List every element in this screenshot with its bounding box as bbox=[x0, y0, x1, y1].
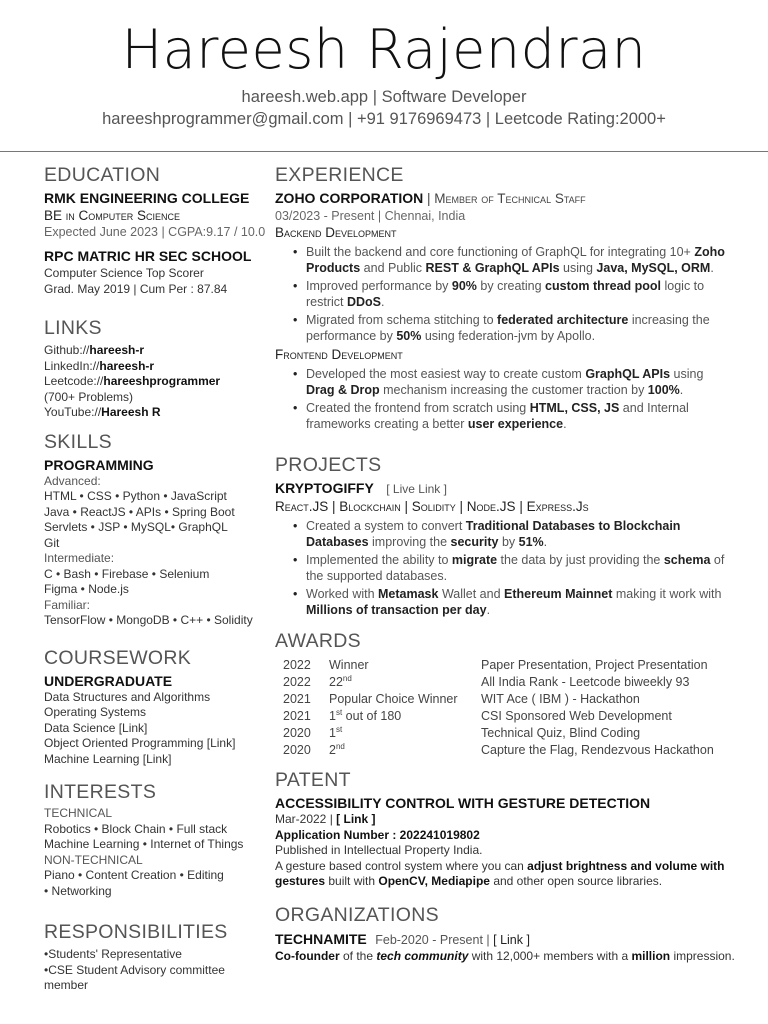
links-section bbox=[44, 315, 269, 421]
interests-nontech-list bbox=[44, 868, 269, 899]
interest-line: • Networking bbox=[44, 883, 112, 898]
experience-section bbox=[275, 162, 735, 432]
responsibility-item: •Students' Representative bbox=[44, 947, 182, 961]
college-name: RMK ENGINEERING COLLEGE bbox=[44, 190, 250, 206]
interest-line: Machine Learning • Internet of Things bbox=[44, 837, 244, 851]
skills-section bbox=[44, 429, 269, 629]
project-title-line bbox=[275, 479, 735, 498]
skills-line: TensorFlow • MongoDB • C++ • Solidity bbox=[44, 613, 253, 627]
text-run: Implemented the ability to bbox=[306, 553, 452, 567]
skills-advanced-label: Advanced: bbox=[44, 473, 101, 488]
skills-heading: SKILLS bbox=[44, 430, 112, 453]
backend-bullets bbox=[293, 244, 735, 344]
text-run: using bbox=[559, 261, 597, 275]
patent-description bbox=[275, 859, 735, 890]
text-run: Built the backend and core functioning of GraphQL for integrating 10+ bbox=[306, 245, 695, 259]
patent-app-label: Application Number : bbox=[275, 827, 400, 842]
award-title: 2nd bbox=[329, 741, 345, 757]
bullet-item bbox=[293, 278, 735, 310]
org-description bbox=[275, 949, 735, 965]
bullet-item bbox=[293, 400, 735, 432]
github-link[interactable] bbox=[44, 343, 269, 359]
leetcode-value: hareeshprogrammer bbox=[103, 374, 221, 388]
emphasis-text: federated architecture bbox=[497, 313, 629, 327]
text-run: increasing the performance by bbox=[306, 313, 710, 343]
youtube-link[interactable] bbox=[44, 405, 269, 421]
award-description: Capture the Flag, Rendezvous Hackathon bbox=[481, 743, 714, 757]
coursework-heading: COURSEWORK bbox=[44, 646, 192, 669]
frontend-bullets bbox=[293, 366, 735, 432]
skills-line: Java • ReactJS • APIs • Spring Boot bbox=[44, 504, 235, 519]
text-run: logic to restrict bbox=[306, 279, 705, 309]
emphasis-text: Co-founder bbox=[275, 948, 340, 963]
interest-line: Robotics • Block Chain • Full stack bbox=[44, 821, 228, 836]
award-row bbox=[283, 691, 714, 708]
bullet-item bbox=[293, 312, 735, 344]
school-detail-2: Grad. May 2019 | Cum Per : 87.84 bbox=[44, 281, 228, 296]
github-label: Github:// bbox=[44, 343, 90, 357]
emphasis-text: DDoS bbox=[346, 295, 382, 309]
text-run: improving the bbox=[368, 535, 451, 549]
org-name: TECHNAMITE bbox=[275, 930, 367, 947]
linkedin-value: hareesh-r bbox=[99, 358, 155, 373]
emphasis-text: 50% bbox=[396, 329, 422, 343]
project-live-link[interactable]: [ Live Link ] bbox=[386, 482, 447, 496]
resume-header bbox=[0, 14, 768, 130]
organizations-heading: ORGANIZATIONS bbox=[275, 903, 439, 926]
education-heading: EDUCATION bbox=[44, 164, 161, 186]
text-run: the data by just providing the bbox=[497, 553, 664, 567]
patent-link[interactable]: [ Link ] bbox=[336, 812, 376, 826]
interests-technical-label: TECHNICAL bbox=[44, 806, 113, 820]
text-run: . bbox=[381, 295, 385, 309]
skills-programming-heading: PROGRAMMING bbox=[44, 456, 154, 473]
text-run: Wallet and bbox=[438, 587, 505, 601]
coursework-section bbox=[44, 645, 269, 768]
text-run: impression. bbox=[670, 948, 735, 963]
frontend-label: Frontend Development bbox=[275, 347, 403, 362]
responsibility-item: •CSE Student Advisory committee bbox=[44, 962, 225, 977]
leetcode-link[interactable] bbox=[44, 374, 269, 390]
interests-heading: INTERESTS bbox=[44, 781, 157, 803]
emphasis-text: HTML, CSS, JS bbox=[529, 401, 620, 415]
emphasis-text: Drag & Drop bbox=[306, 383, 380, 397]
award-year: 2022 bbox=[283, 658, 311, 672]
bullet-item bbox=[293, 586, 735, 618]
bullet-item bbox=[293, 518, 735, 550]
text-run: and Public bbox=[360, 261, 426, 275]
award-year: 2021 bbox=[283, 709, 311, 723]
award-description: Technical Quiz, Blind Coding bbox=[481, 726, 641, 740]
leetcode-label: Leetcode:// bbox=[44, 374, 104, 388]
school-detail-1: Computer Science Top Scorer bbox=[44, 266, 204, 280]
skills-familiar-label: Familiar: bbox=[44, 597, 91, 612]
skills-line: Git bbox=[44, 535, 60, 550]
course-item: Data Science [Link] bbox=[44, 720, 148, 735]
award-year: 2020 bbox=[283, 743, 311, 757]
award-row bbox=[283, 674, 714, 691]
emphasis-text: 51% bbox=[518, 535, 544, 549]
project-stack: React.JS | Blockchain | Solidity | Node.JS | Express.Js bbox=[275, 499, 589, 514]
bullet-item bbox=[293, 366, 735, 398]
emphasis-text: user experience bbox=[467, 417, 564, 431]
text-run: and Internal frameworks creating a better bbox=[306, 401, 689, 431]
emphasis-text: REST & GraphQL APIs bbox=[425, 261, 560, 275]
coursework-list bbox=[44, 690, 269, 768]
text-run: by bbox=[498, 535, 519, 549]
text-run: Worked with bbox=[306, 587, 379, 601]
header-divider bbox=[0, 151, 768, 152]
emphasis-text: Ethereum Mainnet bbox=[504, 587, 613, 601]
award-row bbox=[283, 725, 714, 742]
patent-published: Published in Intellectual Property India. bbox=[275, 843, 483, 857]
interests-nontech-label: NON-TECHNICAL bbox=[44, 852, 143, 867]
organizations-section bbox=[275, 902, 735, 965]
text-run: with 12,000+ members with a bbox=[468, 948, 632, 963]
course-item: Object Oriented Programming [Link] bbox=[44, 736, 236, 750]
linkedin-label: LinkedIn:// bbox=[44, 358, 100, 373]
skills-advanced-list bbox=[44, 489, 269, 551]
emphasis-text: tech community bbox=[376, 948, 469, 963]
experience-heading: EXPERIENCE bbox=[275, 164, 404, 186]
award-title: Popular Choice Winner bbox=[329, 692, 458, 706]
text-run: by creating bbox=[476, 279, 546, 293]
patent-date: Mar-2022 | bbox=[275, 812, 337, 826]
project-name: KRYPTOGIFFY bbox=[275, 480, 374, 496]
emphasis-text: Java, MySQL, ORM bbox=[596, 261, 711, 275]
skills-intermediate-label: Intermediate: bbox=[44, 551, 115, 565]
emphasis-text: custom thread pool bbox=[545, 279, 662, 293]
patent-app-line bbox=[275, 828, 735, 844]
awards-heading: AWARDS bbox=[275, 630, 361, 652]
emphasis-text: security bbox=[450, 535, 499, 549]
coursework-undergrad-heading: UNDERGRADUATE bbox=[44, 672, 173, 689]
school-name: RPC MATRIC HR SEC SCHOOL bbox=[44, 248, 252, 264]
skills-intermediate-list bbox=[44, 567, 269, 598]
course-item: Data Structures and Algorithms bbox=[44, 689, 211, 704]
text-run: Created a system to convert bbox=[306, 519, 466, 533]
emphasis-text: Metamask bbox=[378, 587, 439, 601]
award-description: Paper Presentation, Project Presentation bbox=[481, 658, 708, 672]
degree: BE in Computer Science bbox=[44, 208, 181, 223]
course-item: Machine Learning [Link] bbox=[44, 751, 172, 766]
course-item: Operating Systems bbox=[44, 705, 147, 719]
text-run: Migrated from schema stitching to bbox=[306, 313, 498, 327]
education-section bbox=[44, 162, 269, 297]
right-column bbox=[275, 162, 735, 964]
ordinal-suffix: nd bbox=[342, 673, 352, 683]
text-run: . bbox=[486, 603, 491, 617]
text-run: of the supported databases. bbox=[306, 553, 725, 583]
interests-technical-list bbox=[44, 822, 269, 853]
skills-line: Servlets • JSP • MySQL• GraphQL bbox=[44, 520, 228, 534]
patent-title: ACCESSIBILITY CONTROL WITH GESTURE DETECTION bbox=[275, 795, 651, 811]
bullet-item bbox=[293, 244, 735, 276]
responsibilities-heading: RESPONSIBILITIES bbox=[44, 921, 228, 943]
left-column bbox=[44, 162, 269, 994]
text-run: and other open source libraries. bbox=[489, 874, 663, 888]
text-run: Improved performance by bbox=[306, 279, 452, 293]
emphasis-text: 90% bbox=[451, 279, 477, 293]
skills-line: Figma • Node.js bbox=[44, 582, 129, 596]
emphasis-text: schema bbox=[663, 553, 711, 567]
text-run: A gesture based control system where you can bbox=[275, 858, 528, 873]
job-role: | Member of Technical Staff bbox=[423, 191, 586, 206]
award-row bbox=[283, 657, 714, 674]
company-name: ZOHO CORPORATION bbox=[275, 190, 424, 206]
ordinal-suffix: nd bbox=[335, 741, 345, 751]
patent-date-line bbox=[275, 812, 735, 828]
text-run: using bbox=[670, 367, 704, 381]
award-row bbox=[283, 708, 714, 725]
award-title: Winner bbox=[329, 658, 369, 672]
emphasis-text: GraphQL APIs bbox=[585, 367, 671, 381]
patent-heading: PATENT bbox=[275, 769, 351, 791]
text-run: . bbox=[543, 535, 548, 549]
responsibilities-section bbox=[44, 919, 269, 994]
text-run: built with bbox=[325, 874, 379, 888]
text-run: using federation-jvm by Apollo. bbox=[421, 329, 596, 343]
contact-line-website: hareesh.web.app | Software Developer bbox=[241, 88, 527, 106]
links-heading: LINKS bbox=[44, 317, 102, 339]
award-description: CSI Sponsored Web Development bbox=[481, 709, 672, 723]
interest-line: Piano • Content Creation • Editing bbox=[44, 868, 224, 882]
github-value: hareesh-r bbox=[89, 343, 145, 357]
skills-familiar-list bbox=[44, 613, 269, 629]
awards-table bbox=[283, 657, 714, 759]
text-run: . bbox=[563, 417, 567, 431]
ordinal-suffix: st bbox=[335, 724, 343, 734]
projects-heading: PROJECTS bbox=[275, 454, 382, 476]
ordinal-suffix: st bbox=[335, 707, 343, 717]
emphasis-text: migrate bbox=[451, 553, 498, 567]
emphasis-text: adjust brightness and volume with gestures bbox=[275, 858, 725, 888]
award-year: 2020 bbox=[283, 726, 311, 740]
org-dates: Feb-2020 - Present | bbox=[375, 932, 494, 947]
linkedin-link[interactable] bbox=[44, 359, 269, 375]
backend-label: Backend Development bbox=[275, 225, 397, 240]
emphasis-text: 100% bbox=[647, 383, 680, 397]
candidate-name: Hareesh Rajendran bbox=[121, 18, 647, 81]
text-run: making it work with bbox=[612, 587, 722, 601]
youtube-value: Hareesh R bbox=[101, 405, 161, 419]
text-run: of the bbox=[339, 948, 377, 963]
contact-line-email-phone: hareeshprogrammer@gmail.com | +91 9176969473 | Leetcode Rating:2000+ bbox=[102, 110, 666, 128]
award-title: 22nd bbox=[329, 673, 352, 689]
leetcode-note: (700+ Problems) bbox=[44, 389, 134, 404]
text-run: mechanism increasing the customer traction by bbox=[379, 383, 648, 397]
job-dates: 03/2023 - Present | Chennai, India bbox=[275, 209, 466, 223]
emphasis-text: million bbox=[631, 948, 671, 963]
patent-section bbox=[275, 767, 735, 890]
responsibility-item-cont: member bbox=[44, 978, 89, 992]
interests-section bbox=[44, 779, 269, 899]
emphasis-text: Zoho Products bbox=[306, 245, 725, 275]
bullet-item bbox=[293, 552, 735, 584]
award-description: All India Rank - Leetcode biweekly 93 bbox=[481, 675, 690, 689]
text-run: . bbox=[679, 383, 684, 397]
patent-app-number: 202241019802 bbox=[399, 827, 480, 842]
award-row bbox=[283, 742, 714, 759]
award-title: 1st out of 180 bbox=[329, 707, 402, 723]
college-detail: Expected June 2023 | CGPA:9.17 / 10.0 bbox=[44, 225, 266, 239]
award-year: 2022 bbox=[283, 675, 311, 689]
emphasis-text: Millions of transaction per day bbox=[306, 603, 487, 617]
text-run: . bbox=[710, 261, 714, 275]
awards-section bbox=[275, 628, 735, 759]
award-description: WIT Ace ( IBM ) - Hackathon bbox=[481, 692, 640, 706]
award-year: 2021 bbox=[283, 692, 311, 706]
text-run: Developed the most easiest way to create custom bbox=[306, 367, 586, 381]
project-bullets bbox=[293, 518, 735, 618]
award-title: 1st bbox=[329, 724, 343, 740]
experience-company-line bbox=[275, 189, 735, 208]
text-run: Created the frontend from scratch using bbox=[306, 401, 530, 415]
org-title-line bbox=[275, 930, 735, 949]
youtube-label: YouTube:// bbox=[44, 405, 102, 419]
emphasis-text: Traditional Databases to Blockchain Databases bbox=[306, 519, 681, 549]
projects-section bbox=[275, 452, 735, 618]
org-link[interactable]: [ Link ] bbox=[493, 932, 530, 947]
skills-line: HTML • CSS • Python • JavaScript bbox=[44, 489, 227, 503]
skills-line: C • Bash • Firebase • Selenium bbox=[44, 566, 210, 581]
emphasis-text: OpenCV, Mediapipe bbox=[378, 874, 490, 888]
